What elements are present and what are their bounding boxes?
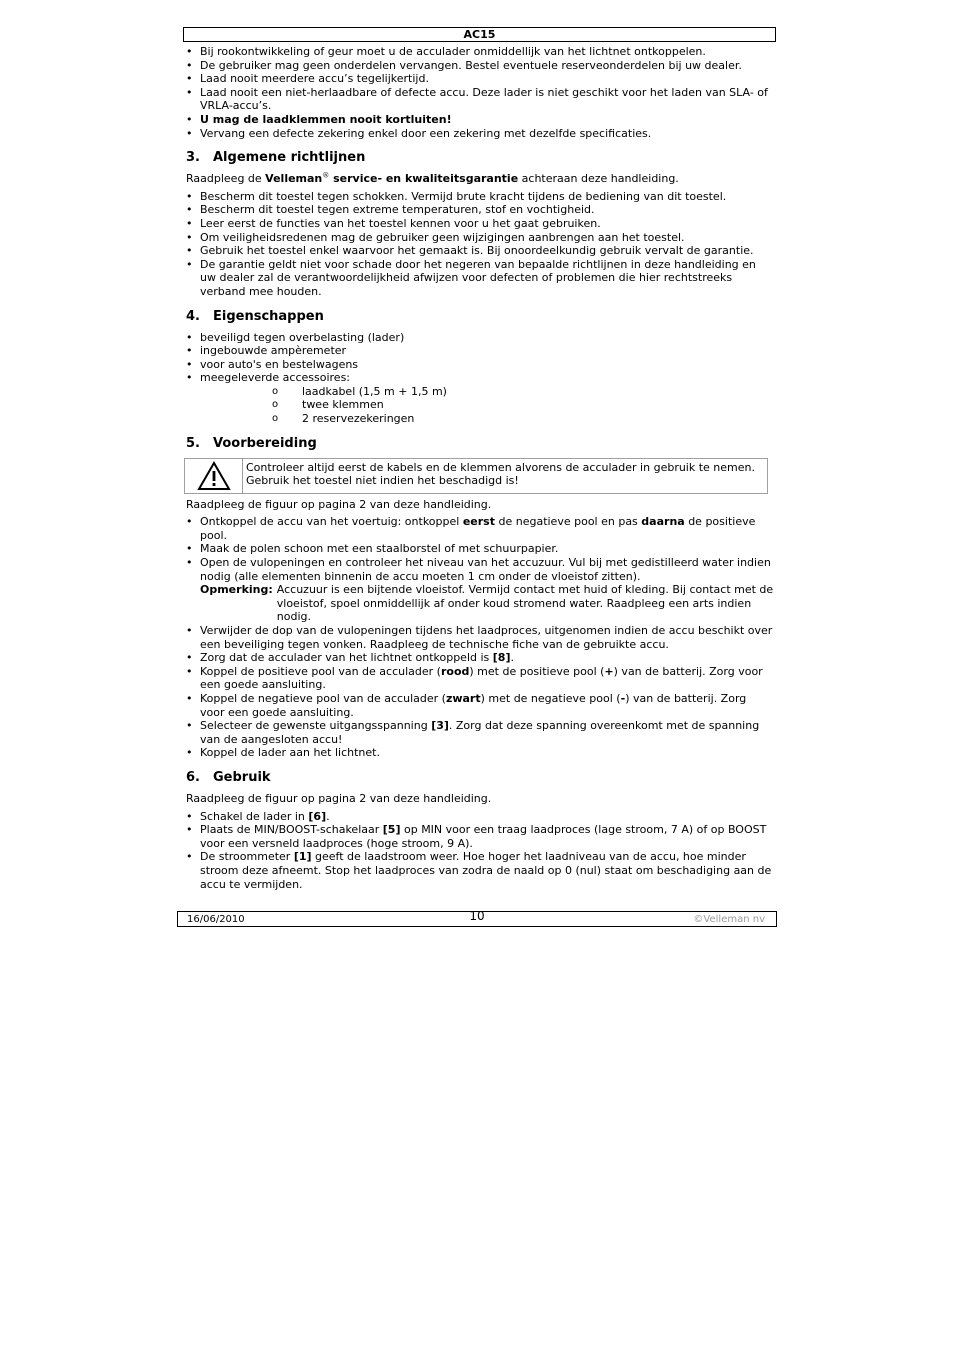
page-number: 10	[469, 909, 485, 923]
page-header	[183, 27, 776, 42]
list-item: • Zorg dat de acculader van het lichtnet ontkoppeld is [8].	[186, 651, 774, 665]
list-item: • voor auto's en bestelwagens	[186, 358, 774, 372]
features-list	[186, 331, 774, 385]
list-item: • De gebruiker mag geen onderdelen vervangen. Bestel eventuele reserveonderdelen bij uw dealer.	[186, 59, 774, 73]
section-title: Algemene richtlijnen	[213, 150, 366, 166]
list-item: • Bescherm dit toestel tegen extreme temperaturen, stof en vochtigheid.	[186, 203, 774, 217]
list-item: o laadkabel (1,5 m + 1,5 m)	[272, 385, 774, 399]
accessories-list	[186, 385, 774, 426]
section-heading-5	[186, 436, 774, 452]
section-6-intro: Raadpleeg de figuur op pagina 2 van deze handleiding.	[186, 791, 492, 805]
section-heading-3	[186, 150, 774, 166]
list-item: • Gebruik het toestel enkel waarvoor het gemaakt is. Bij onoordeelkundig gebruik vervalt de garantie.	[186, 244, 774, 258]
list-item	[186, 113, 774, 127]
guarantee-bold: service- en kwaliteitsgarantie	[329, 172, 519, 186]
registered-mark: ®	[322, 171, 330, 180]
warning-triangle-icon	[197, 461, 231, 491]
list-item: • Bij rookontwikkeling of geur moet u de acculader onmiddellijk van het lichtnet ontkoppelen.	[186, 45, 774, 59]
section-number: 3.	[186, 150, 200, 166]
text-run: Raadpleeg de	[186, 172, 266, 186]
list-item: o 2 reservezekeringen	[272, 412, 774, 426]
usage-list	[186, 810, 774, 892]
list-item: • Ontkoppel de accu van het voertuig: ontkoppel eerst de negatieve pool en pas daarna de positieve pool.	[186, 515, 774, 542]
list-item: • beveiligd tegen overbelasting (lader)	[186, 331, 774, 345]
section-number: 6.	[186, 769, 200, 785]
list-item: • Schakel de lader in [6].	[186, 810, 774, 824]
list-item: • Koppel de positieve pool van de acculader (rood) met de positieve pool (+) van de batterij. Zorg voor een goede aansluiting.	[186, 665, 774, 692]
section-number: 4.	[186, 308, 200, 324]
warning-bold-text: U mag de laadklemmen nooit kortluiten!	[200, 112, 452, 126]
list-item: • Plaats de MIN/BOOST-schakelaar [5] op MIN voor een traag laadproces (lage stroom, 7 A) of op BOOST voor een versneld laadproces (hoge stroom, 9 A).	[186, 823, 774, 850]
section-title: Eigenschappen	[213, 308, 324, 324]
note-text: Accuzuur is een bijtende vloeistof. Vermijd contact met huid of kleding. Bij contact met de vloeistof, spoel onmiddellijk af onder koud stromend water. Raadpleeg een arts indien nodig.	[276, 583, 774, 624]
section-title: Gebruik	[213, 769, 271, 785]
brand-name: Velleman	[265, 172, 323, 186]
page-content	[186, 45, 774, 891]
list-item: • Maak de polen schoon met een staalborstel of met schuurpapier.	[186, 542, 774, 556]
note-label: Opmerking:	[200, 583, 273, 597]
note	[200, 583, 774, 624]
list-item: • Verwijder de dop van de vulopeningen tijdens het laadproces, uitgenomen indien de accu beschikt over een beveiliging tegen vonken. Raadpleeg de technische fiche van de gebruikte accu.	[186, 624, 774, 651]
list-item: • Laad nooit een niet-herlaadbare of defecte accu. Deze lader is niet geschikt voor het laden van SLA- of VRLA-accu’s.	[186, 86, 774, 113]
guidelines-list	[186, 190, 774, 299]
list-item: • Vervang een defecte zekering enkel door een zekering met dezelfde specificaties.	[186, 127, 774, 141]
footer-copyright: ©Velleman nv	[693, 914, 765, 925]
list-item: • De stroommeter [1] geeft de laadstroom weer. Hoe hoger het laadniveau van de accu, hoe minder stroom deze afneemt. Stop het laadproces van zodra de naald op 0 (nul) staat om beschadiging aan de accu te vermijden.	[186, 850, 774, 891]
warning-box	[184, 458, 768, 494]
section-3-intro	[186, 172, 774, 186]
footer-date: 16/06/2010	[187, 914, 245, 925]
section-5-intro: Raadpleeg de figuur op pagina 2 van deze handleiding.	[186, 497, 492, 511]
list-item: • Koppel de lader aan het lichtnet.	[186, 746, 774, 760]
list-item: • Open de vulopeningen en controleer het niveau van het accuzuur. Vul bij met gedistilleerd water indien nodig (alle elementen binnenin de accu moeten 1 cm onder de vloeistof zitten). Opmerking: Accuzuur is een bijtende vloeistof. Vermijd contact met huid of kleding. Bij contact met de vloeistof, spoel onmiddellijk af onder koud stromend water. Raadpleeg een arts indien nodig.	[186, 556, 774, 624]
page-footer	[177, 911, 777, 927]
list-item: • Laad nooit meerdere accu’s tegelijkertijd.	[186, 72, 774, 86]
text-run: achteraan deze handleiding.	[518, 172, 679, 186]
list-item: • Bescherm dit toestel tegen schokken. Vermijd brute kracht tijdens de bediening van dit toestel.	[186, 190, 774, 204]
safety-list	[186, 45, 774, 140]
warning-text: Controleer altijd eerst de kabels en de klemmen alvorens de acculader in gebruik te nemen. Gebruik het toestel niet indien het beschadigd is!	[246, 460, 756, 488]
list-item: • Om veiligheidsredenen mag de gebruiker geen wijzigingen aanbrengen aan het toestel.	[186, 231, 774, 245]
section-heading-4	[186, 309, 774, 325]
list-item: • meegeleverde accessoires:	[186, 371, 774, 385]
list-item: o twee klemmen	[272, 398, 774, 412]
list-item: • ingebouwde ampèremeter	[186, 344, 774, 358]
list-item: • Koppel de negatieve pool van de acculader (zwart) met de negatieve pool (-) van de batterij. Zorg voor een goede aansluiting.	[186, 692, 774, 719]
list-item: • Selecteer de gewenste uitgangsspanning [3]. Zorg dat deze spanning overeenkomt met de spanning van de aangesloten accu!	[186, 719, 774, 746]
section-title: Voorbereiding	[213, 435, 317, 451]
list-item: • Leer eerst de functies van het toestel kennen voor u het gaat gebruiken.	[186, 217, 774, 231]
warning-icon-cell	[185, 459, 243, 493]
model-title: AC15	[463, 28, 496, 41]
list-item: • De garantie geldt niet voor schade door het negeren van bepaalde richtlijnen in deze handleiding en uw dealer zal de verantwoordelijkheid afwijzen voor defecten of problemen die hier rechtstreeks verband mee houden.	[186, 258, 774, 299]
preparation-list	[186, 515, 774, 760]
section-number: 5.	[186, 435, 200, 451]
section-heading-6	[186, 770, 774, 786]
